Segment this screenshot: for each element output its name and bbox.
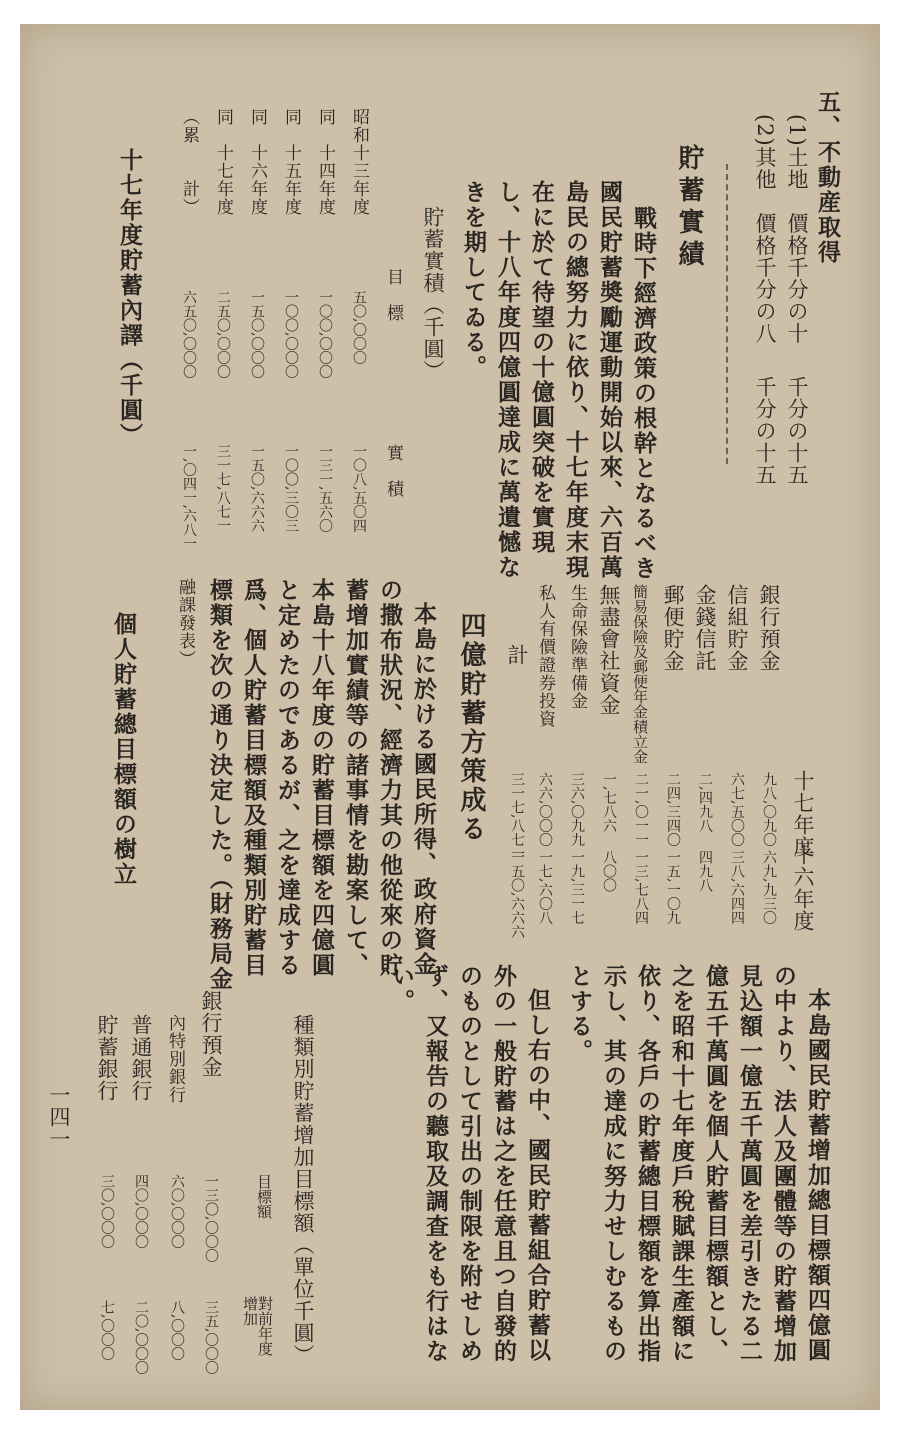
row-actual: 一五〇,六六六 [249,444,265,533]
breakdown-v17: 一,七八六 [601,772,617,833]
body2-line-6: 爲、個人貯蓄目標額及種類別貯蓄目 [240,578,267,978]
breakdown-v16: 六九,九三〇 [761,850,777,925]
col-actual-header: 實 積 [383,444,403,498]
col-target-header: 目 標 [383,268,403,322]
row-year: 同 十五年度 [281,108,301,216]
body-line-2: 國民貯蓄奬勵運動開始以來、六百萬 [596,180,623,580]
category-increase: 二〇,〇〇〇 [133,1300,149,1375]
body2-line-5: と定めたのであるが、之を達成する [274,578,301,978]
body3-line-13: い。 [388,964,415,1014]
category-increase: 七,〇〇〇 [99,1300,115,1361]
breakdown-label: 金錢信託 [693,584,717,672]
row-target: 一〇〇,〇〇〇 [317,290,333,379]
category-target: 三〇,〇〇〇 [99,1174,115,1249]
breakdown-v16: 八〇〇 [601,850,617,892]
land-rate: 千分の十五 [785,376,809,486]
body3-line-2: の中より、法人及團體等の貯蓄增加 [770,964,797,1364]
body2-line-4: 本島十八年度の貯蓄目標額を四億圓 [308,578,335,978]
body2-line-1: 本島に於ける國民所得、政府資金 [410,602,437,977]
breakdown-v17: 九八,〇九〇 [761,772,777,847]
breakdown-label: 私人有價證券投資 [535,584,555,728]
col-16-header: 十六年度 [791,844,815,932]
row-actual: 三一七,八七一 [215,444,231,533]
other-rate: 千分の十五 [753,376,777,486]
row-target: 一〇〇,〇〇〇 [283,290,299,379]
col-17-header: 十七年度 [791,770,815,858]
breakdown-v17: 二,四九八 [697,772,713,833]
body-line-6: きを期してゐる。 [460,180,487,380]
body3-line-10: 外の一般貯蓄は之を任意且つ自發的 [490,964,517,1364]
body-line-4: 在に於て待望の十億圓突破を實現 [528,180,555,555]
category-increase: 八,〇〇〇 [169,1300,185,1361]
row-target: 五〇,〇〇〇 [351,290,367,365]
breakdown-v16: 一三,七八四 [633,850,649,925]
body3-line-6: 依り、各戶の貯蓄總目標額を算出指 [634,964,661,1364]
category-target: 一三〇,〇〇〇 [203,1174,219,1263]
category-increase: 三五,〇〇〇 [203,1300,219,1375]
breakdown-label: 生命保險準備金 [567,584,587,710]
category-target: 四〇,〇〇〇 [133,1174,149,1249]
body2-line-2: の撒布狀況、經濟力其の他從來の貯 [376,578,403,978]
table-caption: 貯蓄實積（千圓） [421,206,445,382]
row-actual: 一〇八,五〇四 [351,444,367,533]
breakdown-label: 簡易保險及郵便年金積立金 [631,584,649,764]
body3-line-11: のものとして引出の制限を附せしめ [456,964,483,1364]
row-actual: 一,〇四一,六八一 [181,444,197,551]
breakdown-v17: 二一,〇一一 [633,772,649,847]
breakdown-total-17: 三一七,八七一 [509,772,525,861]
heading-savings-results: 貯蓄實績 [674,144,704,272]
breakdown-label: 無盡會社資金 [597,584,621,716]
category-target: 六〇,〇〇〇 [169,1174,185,1249]
breakdown-total-label: 計 [505,644,529,666]
body3-line-7: 示し、其の達成に努力せしむるもの [600,964,627,1364]
row-year: 同 十七年度 [213,108,233,216]
body3-line-5: 之を昭和十七年度戶稅賦課生產額に [668,964,695,1364]
wavy-divider [726,164,728,464]
body3-line-1: 本島國民貯蓄增加總目標額四億圓 [804,988,831,1363]
other-row: (2)其他 價格千分の八 [753,114,777,345]
row-target: 一五〇,〇〇〇 [249,290,265,379]
body-line-1: 戰時下經濟政策の根幹となるべき [630,206,657,581]
breakdown-v17: 六七,五〇〇 [729,772,745,847]
breakdown-v17: 六六,〇〇〇 [537,772,553,847]
category-label: 內特別銀行 [165,1014,185,1104]
breakdown-label: 信組貯金 [725,584,749,672]
breakdown-total-16: 一五〇,六六六 [509,850,525,939]
row-actual: 一三一,五六〇 [317,444,333,533]
body3-line-9: 但し右の中、國民貯蓄組合貯蓄以 [524,988,551,1363]
row-target: 六五〇,〇〇〇 [181,290,197,379]
row-year: 昭和十三年度 [349,108,369,216]
category-col-target: 目標額 [255,1174,273,1219]
body2-line-3: 蓄增加實績等の諸事情を勘案して、 [342,578,369,978]
breakdown-v17: 二四,三四〇 [665,772,681,847]
body2-line-7: 標類を次の通り決定した。（財務局金 [206,578,233,992]
category-label: 普通銀行 [129,1014,153,1102]
breakdown-v16: 四九八 [697,850,713,892]
category-col-increase: 對前年度增加 [241,1296,274,1356]
body-line-3: 島民の總努力に依り、十七年度末現 [562,180,589,580]
heading-individual-target: 個人貯蓄總目標額の樹立 [110,612,137,887]
category-table-title: 種類別貯蓄增加目標額（單位千圓） [291,1014,315,1366]
breakdown-v17: 三六,〇九九 [569,772,585,847]
section-title: 五、不動産取得 [814,90,841,265]
body3-line-3: 見込額一億五千萬圓を差引きたる二 [736,964,763,1364]
body2-line-8: 融課發表） [175,578,195,668]
row-actual: 一〇〇,三〇三 [283,444,299,533]
body3-line-12: ず、又報告の聽取及調查をも行はな [422,964,449,1364]
row-year: 同 十六年度 [247,108,267,216]
body-line-5: し、十八年度四億圓達成に萬遺憾な [494,180,521,580]
page-number: 一四一 [47,1084,71,1150]
body3-line-4: 億五千萬圓を個人貯蓄目標額とし、 [702,964,729,1364]
book-page [20,24,880,1410]
breakdown-v16: 一九,三一七 [569,850,585,925]
row-target: 二五〇,〇〇〇 [215,290,231,379]
heading-four-hundred-million: 四億貯蓄方策成る [456,612,486,844]
breakdown-v16: 一五,一〇九 [665,850,681,925]
breakdown-title: 十七年度貯蓄內譯（千圓） [116,148,143,448]
land-row: (1)土地 價格千分の十 [785,114,809,345]
breakdown-label: 銀行預金 [757,584,781,672]
breakdown-v16: 一七,六〇八 [537,850,553,925]
body3-line-8: とする。 [566,964,593,1064]
breakdown-v16: 三八,六四四 [729,850,745,925]
category-label: 貯蓄銀行 [95,1014,119,1102]
category-label: 銀行預金 [199,990,223,1078]
breakdown-label: 郵便貯金 [661,584,685,672]
row-year: 同 十四年度 [315,108,335,216]
row-year: （累 計） [179,108,199,216]
